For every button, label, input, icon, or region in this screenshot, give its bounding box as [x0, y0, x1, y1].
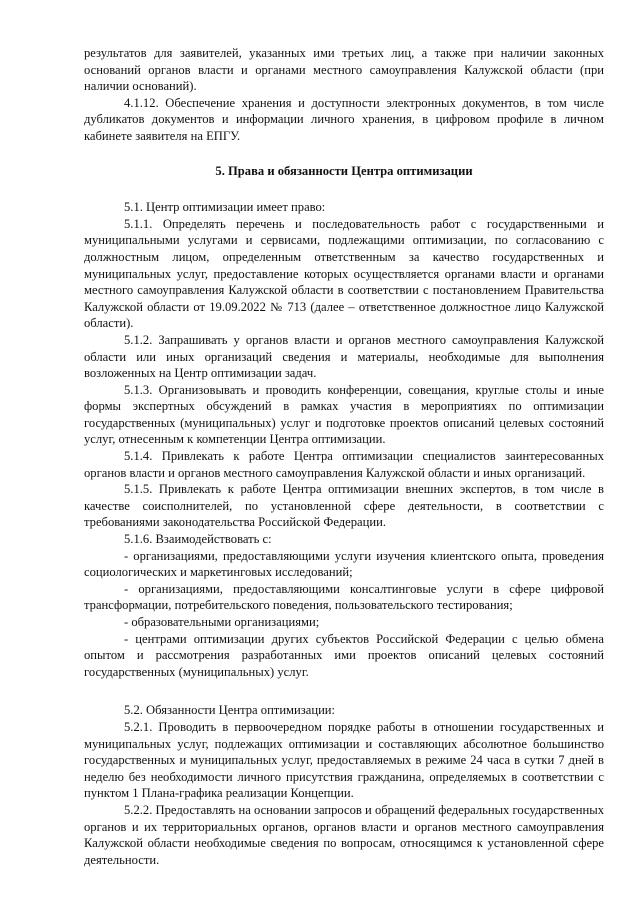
list-item: - организациями, предоставляющими услуги изучения клиентского опыта, проведения социологических и маркетинговых исследований;	[84, 548, 604, 580]
paragraph-5-2-2: 5.2.2. Предоставлять на основании запросов и обращений федеральных государственных органов и их территориальных органов, органов власти и органов местного самоуправления Калужской области необходимые сведения по вопросам, относящимся к установленной сфере деятельности.	[84, 802, 604, 867]
paragraph-4-1-12: 4.1.12. Обеспечение хранения и доступности электронных документов, в том числе дубликатов документов и информации личного хранения, в цифровом профиле в личном кабинете заявителя на ЕПГУ.	[84, 95, 604, 143]
document-body	[84, 45, 604, 868]
list-item: - образовательными организациями;	[124, 615, 320, 629]
paragraph-continuation: результатов для заявителей, указанных ими третьих лиц, а также при наличии законных оснований органов власти и органами местного самоуправления Калужской области (при наличии оснований).	[84, 46, 604, 94]
rights-heading: 5.1. Центр оптимизации имеет право:	[124, 200, 326, 215]
paragraph-5-1-5: 5.1.5. Привлекать к работе Центра оптимизации внешних экспертов, в том числе в качестве соисполнителей, по установленной сфере деятельности, в соответствии с требованиями законодательства Российской Федерации.	[84, 482, 604, 530]
section-title: 5. Права и обязанности Центра оптимизации	[215, 163, 473, 178]
paragraph-5-1-6: 5.1.6. Взаимодействовать с:	[124, 532, 272, 547]
paragraph-5-1-1: 5.1.1. Определять перечень и последовательность работ с государственными и муниципальными услугами и сервисами, подлежащими оптимизации, по согласованию с должностным лицом, определенным ответственным за качество государственных и муниципальных услуг, предоставление которых осуществляется органами власти и органами местного самоуправления Калужской области в соответствии с постановлением Правительства Калужской области от 19.09.2022 № 713 (далее – ответственное должностное лицо Калужской области).	[84, 216, 604, 331]
section-gap	[84, 680, 604, 702]
list-item: - центрами оптимизации других субъектов Российской Федерации с целью обмена опытом и рассмотрения разработанных ими проектов описаний целевых состояний государственных (муниципальных) услуг.	[84, 631, 604, 679]
duties-heading: 5.2. Обязанности Центра оптимизации:	[124, 703, 336, 718]
paragraph-5-2-1: 5.2.1. Проводить в первоочередном порядке работы в отношении государственных и муниципальных услуг, подлежащих оптимизации и составляющих абсолютное большинство государственных и муниципальных услуг, предоставляемых в режиме 24 часа в сутки 7 дней в неделю без необходимости личного присутствия гражданина, определяемых в соответствии с пунктом 1 Плана-графика реализации Концепции.	[84, 719, 604, 801]
paragraph-5-1-2: 5.1.2. Запрашивать у органов власти и органов местного самоуправления Калужской области или иных организаций сведения и материалы, необходимые для выполнения возложенных на Центр оптимизации задач.	[84, 332, 604, 381]
paragraph-5-1-4: 5.1.4. Привлекать к работе Центра оптимизации специалистов заинтересованных органов власти и органов местного самоуправления Калужской области и иных организаций.	[84, 449, 604, 480]
paragraph-5-1-3: 5.1.3. Организовывать и проводить конференции, совещания, круглые столы и иные формы экспертных обсуждений в рамках участия в мероприятиях по оптимизации государственных (муниципальных) услуг и подготовке проектов описаний целевых состояний услуг, отнесенным к компетенции Центра оптимизации.	[84, 382, 604, 447]
list-item: - организациями, предоставляющими консалтинговые услуги в сфере цифровой трансформации, потребительского поведения, пользовательского тестирования;	[84, 581, 604, 613]
